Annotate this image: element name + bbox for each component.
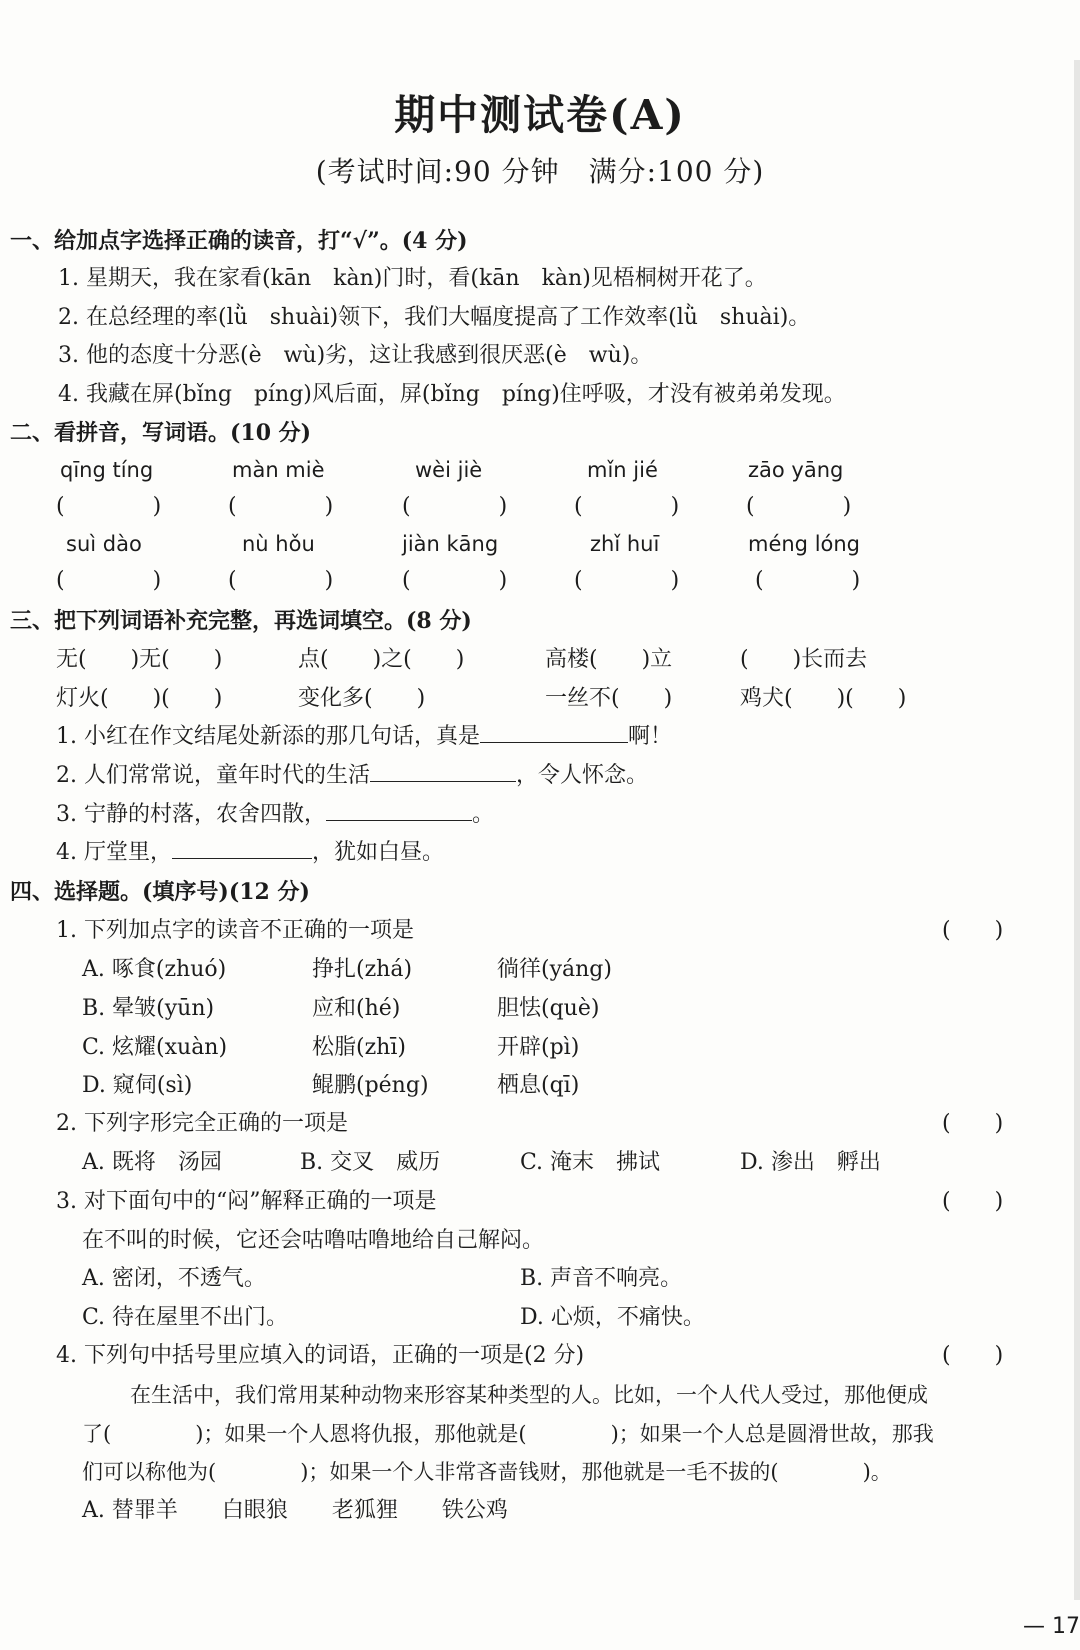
s1-item-3: 3. 他的态度十分恶(è wù)劣，这让我感到很厌恶(è wù)。 — [58, 343, 653, 368]
mc1-opt-d2: 鲲鹏(péng) — [312, 1073, 429, 1098]
pinyin-9: zhǐ huī — [590, 532, 660, 556]
mc1-opt-a2: 挣扎(zhá) — [312, 957, 413, 982]
s1-item-1: 1. 星期天，我在家看(kān kàn)门时，看(kān kàn)见梧桐树开花了。 — [58, 266, 767, 291]
mc3-sentence: 在不叫的时候，它还会咕噜咕噜地给自己解闷。 — [82, 1228, 545, 1253]
mc1-opt-c2: 松脂(zhī) — [312, 1035, 406, 1060]
mc1-opt-b2: 应和(hé) — [312, 996, 401, 1021]
q4-text: 4. 厅堂里， — [56, 840, 172, 865]
mc1-opt-c1: C. 炫耀(xuàn) — [82, 1035, 228, 1060]
mc1-opt-a3: 徜徉(yáng) — [497, 957, 612, 982]
idiom-7: 一丝不( ) — [545, 686, 673, 711]
mc3-opt-b: B. 声音不响亮。 — [520, 1266, 683, 1291]
idiom-4: ( )长而去 — [740, 647, 868, 672]
section-3-heading: 三、把下列词语补充完整，再选词填空。(8 分) — [10, 608, 472, 634]
mc1-opt-b3: 胆怯(què) — [497, 996, 600, 1021]
idiom-8: 鸡犬( )( ) — [740, 686, 907, 711]
answer-box-2[interactable]: ( ) — [228, 494, 334, 519]
mc4-passage-line-1: 在生活中，我们常用某种动物来形容某种类型的人。比如，一个人代人受过，那他便成 — [130, 1383, 928, 1407]
mc2-opt-b: B. 交叉 威历 — [300, 1150, 441, 1175]
idiom-1: 无( )无( ) — [56, 647, 223, 672]
mc2-opt-a: A. 既将 汤园 — [82, 1150, 222, 1175]
pinyin-3: wèi jiè — [415, 458, 483, 482]
answer-box-3[interactable]: ( ) — [402, 494, 508, 519]
page-number: — 17 — [1023, 1614, 1080, 1639]
s1-item-2: 2. 在总经理的率(lǜ shuài)领下，我们大幅度提高了工作效率(lǜ shuài)。 — [58, 305, 811, 330]
fill-question-1 — [56, 722, 672, 752]
mc1-answer-paren[interactable]: ( ) — [942, 918, 1004, 943]
fill-question-3 — [56, 800, 494, 830]
pinyin-5: zāo yāng — [748, 458, 844, 482]
q1-tail: 啊！ — [628, 724, 673, 749]
pinyin-2: màn miè — [232, 458, 325, 482]
pinyin-8: jiàn kāng — [402, 532, 499, 556]
mc-question-2: 2. 下列字形完全正确的一项是 — [56, 1111, 348, 1136]
answer-box-4[interactable]: ( ) — [574, 494, 680, 519]
mc4-answer-paren[interactable]: ( ) — [942, 1343, 1004, 1368]
pinyin-10: méng lóng — [748, 532, 861, 556]
answer-box-7[interactable]: ( ) — [228, 568, 334, 593]
section-1-heading: 一、给加点字选择正确的读音，打“√”。(4 分) — [10, 228, 468, 254]
idiom-6: 变化多( ) — [298, 686, 426, 711]
mc1-opt-a1: A. 啄食(zhuó) — [82, 957, 227, 982]
page-edge — [1074, 60, 1080, 1600]
q2-tail: ，令人怀念。 — [515, 763, 648, 788]
answer-box-1[interactable]: ( ) — [56, 494, 162, 519]
mc1-opt-d1: D. 窥伺(sì) — [82, 1073, 193, 1098]
mc-question-3: 3. 对下面句中的“闷”解释正确的一项是 — [56, 1189, 437, 1214]
mc-question-1: 1. 下列加点字的读音不正确的一项是 — [56, 918, 414, 943]
mc-question-4: 4. 下列句中括号里应填入的词语，正确的一项是(2 分) — [56, 1343, 585, 1368]
answer-box-10[interactable]: ( ) — [755, 568, 861, 593]
answer-box-9[interactable]: ( ) — [574, 568, 680, 593]
answer-box-8[interactable]: ( ) — [402, 568, 508, 593]
mc2-answer-paren[interactable]: ( ) — [942, 1111, 1004, 1136]
section-4-heading: 四、选择题。(填序号)(12 分) — [10, 879, 310, 905]
mc3-opt-d: D. 心烦，不痛快。 — [520, 1305, 705, 1330]
answer-box-5[interactable]: ( ) — [746, 494, 852, 519]
pinyin-1: qīng tíng — [60, 458, 154, 482]
mc4-opt-a: A. 替罪羊 白眼狼 老狐狸 铁公鸡 — [82, 1498, 508, 1523]
q1-text: 1. 小红在作文结尾处新添的那几句话，真是 — [56, 724, 480, 749]
idiom-5: 灯火( )( ) — [56, 686, 223, 711]
mc2-opt-c: C. 淹末 拂试 — [520, 1150, 661, 1175]
mc1-opt-b1: B. 晕皱(yūn) — [82, 996, 215, 1021]
q1-blank[interactable] — [480, 741, 628, 743]
section-2-heading: 二、看拼音，写词语。(10 分) — [10, 420, 312, 446]
q4-blank[interactable] — [172, 857, 312, 859]
q2-blank[interactable] — [370, 780, 516, 782]
pinyin-6: suì dào — [66, 532, 142, 556]
mc3-opt-a: A. 密闭，不透气。 — [82, 1266, 266, 1291]
mc3-opt-c: C. 待在屋里不出门。 — [82, 1305, 289, 1330]
pinyin-7: nù hǒu — [242, 532, 315, 556]
s1-item-4: 4. 我藏在屏(bǐng píng)风后面，屏(bǐng píng)住呼吸，才没有被弟弟发现。 — [58, 382, 846, 407]
q3-blank[interactable] — [326, 819, 472, 821]
page-subtitle: (考试时间:90 分钟 满分:100 分) — [315, 155, 765, 188]
q2-text: 2. 人们常常说，童年时代的生活 — [56, 763, 370, 788]
mc1-opt-c3: 开辟(pì) — [497, 1035, 580, 1060]
q3-text: 3. 宁静的村落，农舍四散， — [56, 802, 326, 827]
mc1-opt-d3: 栖息(qī) — [497, 1073, 580, 1098]
fill-question-4 — [56, 838, 444, 868]
pinyin-4: mǐn jié — [587, 458, 658, 482]
mc4-passage-line-2: 了( )；如果一个人恩将仇报，那他就是( )；如果一个人总是圆滑世故，那我 — [82, 1422, 934, 1446]
page-title: 期中测试卷(A) — [394, 91, 686, 139]
answer-box-6[interactable]: ( ) — [56, 568, 162, 593]
idiom-2: 点( )之( ) — [298, 647, 465, 672]
mc3-answer-paren[interactable]: ( ) — [942, 1189, 1004, 1214]
mc2-opt-d: D. 渗出 孵出 — [740, 1150, 881, 1175]
q3-tail: 。 — [471, 802, 494, 827]
mc4-passage-line-3: 们可以称他为( )；如果一个人非常吝啬钱财，那他就是一毛不拔的( )。 — [82, 1460, 892, 1484]
q4-tail: ，犹如白昼。 — [311, 840, 444, 865]
idiom-3: 高楼( )立 — [545, 647, 673, 672]
fill-question-2 — [56, 761, 648, 791]
